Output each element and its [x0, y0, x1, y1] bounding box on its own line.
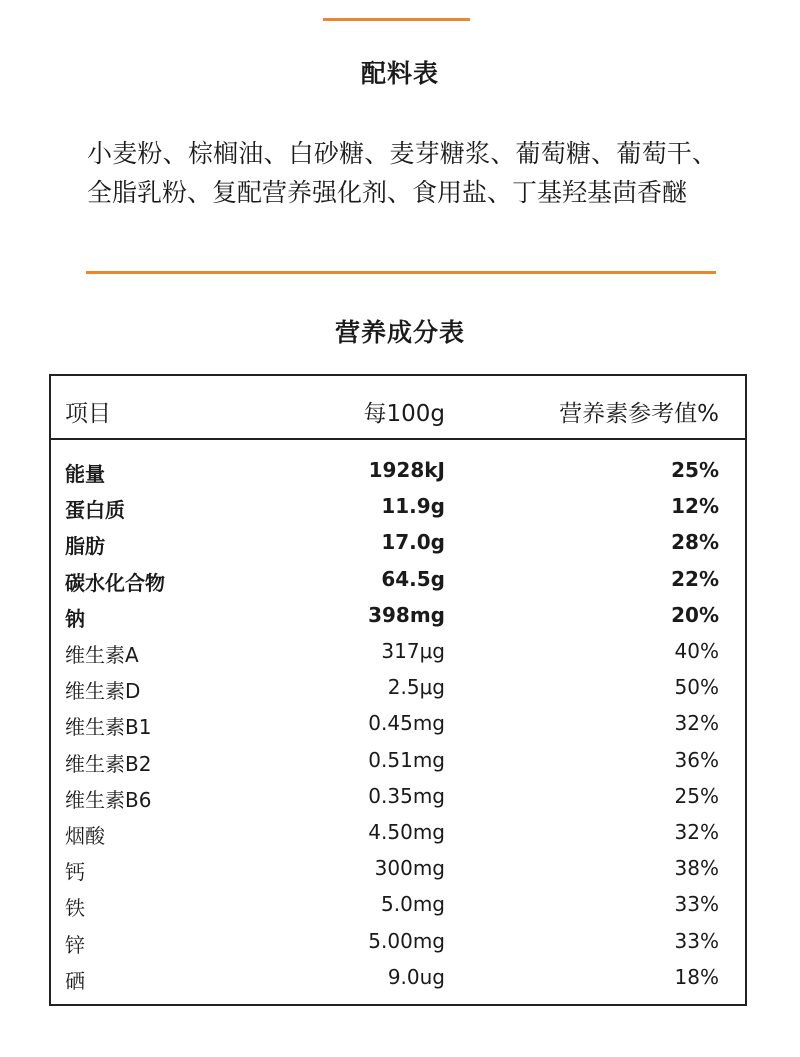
nutrient-amount: 4.50mg — [368, 820, 445, 844]
nutrient-amount: 317μg — [381, 639, 445, 663]
nutrient-nrv: 38% — [674, 856, 719, 881]
nutrient-nrv: 12% — [671, 494, 719, 519]
nutrient-nrv: 50% — [674, 675, 719, 700]
top-divider — [323, 18, 470, 21]
table-row — [51, 454, 745, 490]
table-row — [51, 490, 745, 526]
nutrient-name: 脂肪 — [65, 534, 105, 559]
nutrient-name: 锌 — [65, 932, 85, 957]
nutrient-amount: 1928kJ — [368, 458, 445, 482]
section-divider — [86, 271, 716, 274]
nutrient-nrv: 18% — [674, 964, 719, 989]
nutrient-nrv: 22% — [671, 566, 719, 591]
nutrient-name: 能量 — [65, 462, 105, 486]
nutrient-amount: 398mg — [368, 602, 445, 627]
nutrient-amount: 300mg — [374, 856, 445, 881]
table-row — [51, 635, 745, 671]
nutrient-amount: 9.0ug — [387, 964, 445, 989]
header-nrv: 营养素参考值% — [559, 401, 719, 427]
nutrient-name: 维生素B1 — [65, 715, 152, 740]
nutrient-name: 钠 — [65, 606, 85, 631]
nutrition-table — [49, 374, 747, 1006]
nutrient-nrv: 36% — [674, 747, 719, 772]
nutrient-amount: 5.00mg — [368, 928, 445, 953]
nutrient-name: 蛋白质 — [65, 498, 125, 523]
header-per100g: 每100g — [363, 401, 445, 427]
nutrient-amount: 5.0mg — [381, 892, 445, 917]
nutrient-nrv: 40% — [674, 639, 719, 663]
table-row — [51, 744, 745, 780]
table-row — [51, 888, 745, 924]
nutrient-nrv: 32% — [674, 711, 719, 736]
nutrient-nrv: 33% — [674, 928, 719, 953]
table-row — [51, 852, 745, 888]
table-row — [51, 671, 745, 707]
nutrient-name: 硒 — [65, 968, 85, 993]
nutrient-amount: 0.35mg — [368, 783, 445, 808]
nutrient-amount: 64.5g — [381, 566, 445, 591]
table-row — [51, 599, 745, 635]
nutrient-name: 烟酸 — [65, 824, 105, 848]
nutrient-nrv: 32% — [674, 820, 719, 844]
nutrition-title: 营养成分表 — [334, 318, 465, 347]
ingredients-list: 小麦粉、棕榈油、白砂糖、麦芽糖浆、葡萄糖、葡萄干、全脂乳粉、复配营养强化剂、食用盐、丁基羟基茴香醚 — [87, 139, 717, 207]
nutrient-nrv: 20% — [671, 602, 719, 627]
nutrient-name: 碳水化合物 — [65, 570, 165, 595]
nutrient-nrv: 25% — [671, 458, 719, 482]
nutrient-nrv: 33% — [674, 892, 719, 917]
nutrient-amount: 2.5μg — [387, 675, 445, 700]
nutrient-name: 维生素B6 — [65, 787, 152, 812]
table-row — [51, 526, 745, 562]
table-row — [51, 707, 745, 743]
table-row — [51, 925, 745, 961]
header-item: 项目 — [65, 401, 111, 427]
nutrient-nrv: 25% — [674, 783, 719, 808]
table-header — [51, 376, 745, 440]
nutrient-amount: 11.9g — [381, 494, 445, 519]
nutrient-name: 钙 — [65, 860, 85, 885]
nutrient-nrv: 28% — [671, 530, 719, 555]
nutrient-amount: 0.45mg — [368, 711, 445, 736]
table-row — [51, 961, 745, 997]
nutrient-name: 维生素A — [65, 643, 139, 667]
nutrient-amount: 17.0g — [381, 530, 445, 555]
table-row — [51, 563, 745, 599]
nutrient-amount: 0.51mg — [368, 747, 445, 772]
nutrient-name: 维生素B2 — [65, 751, 152, 776]
nutrient-name: 铁 — [65, 896, 85, 921]
table-row — [51, 780, 745, 816]
ingredients-title: 配料表 — [360, 59, 439, 88]
nutrient-name: 维生素D — [65, 679, 141, 704]
table-row — [51, 816, 745, 852]
